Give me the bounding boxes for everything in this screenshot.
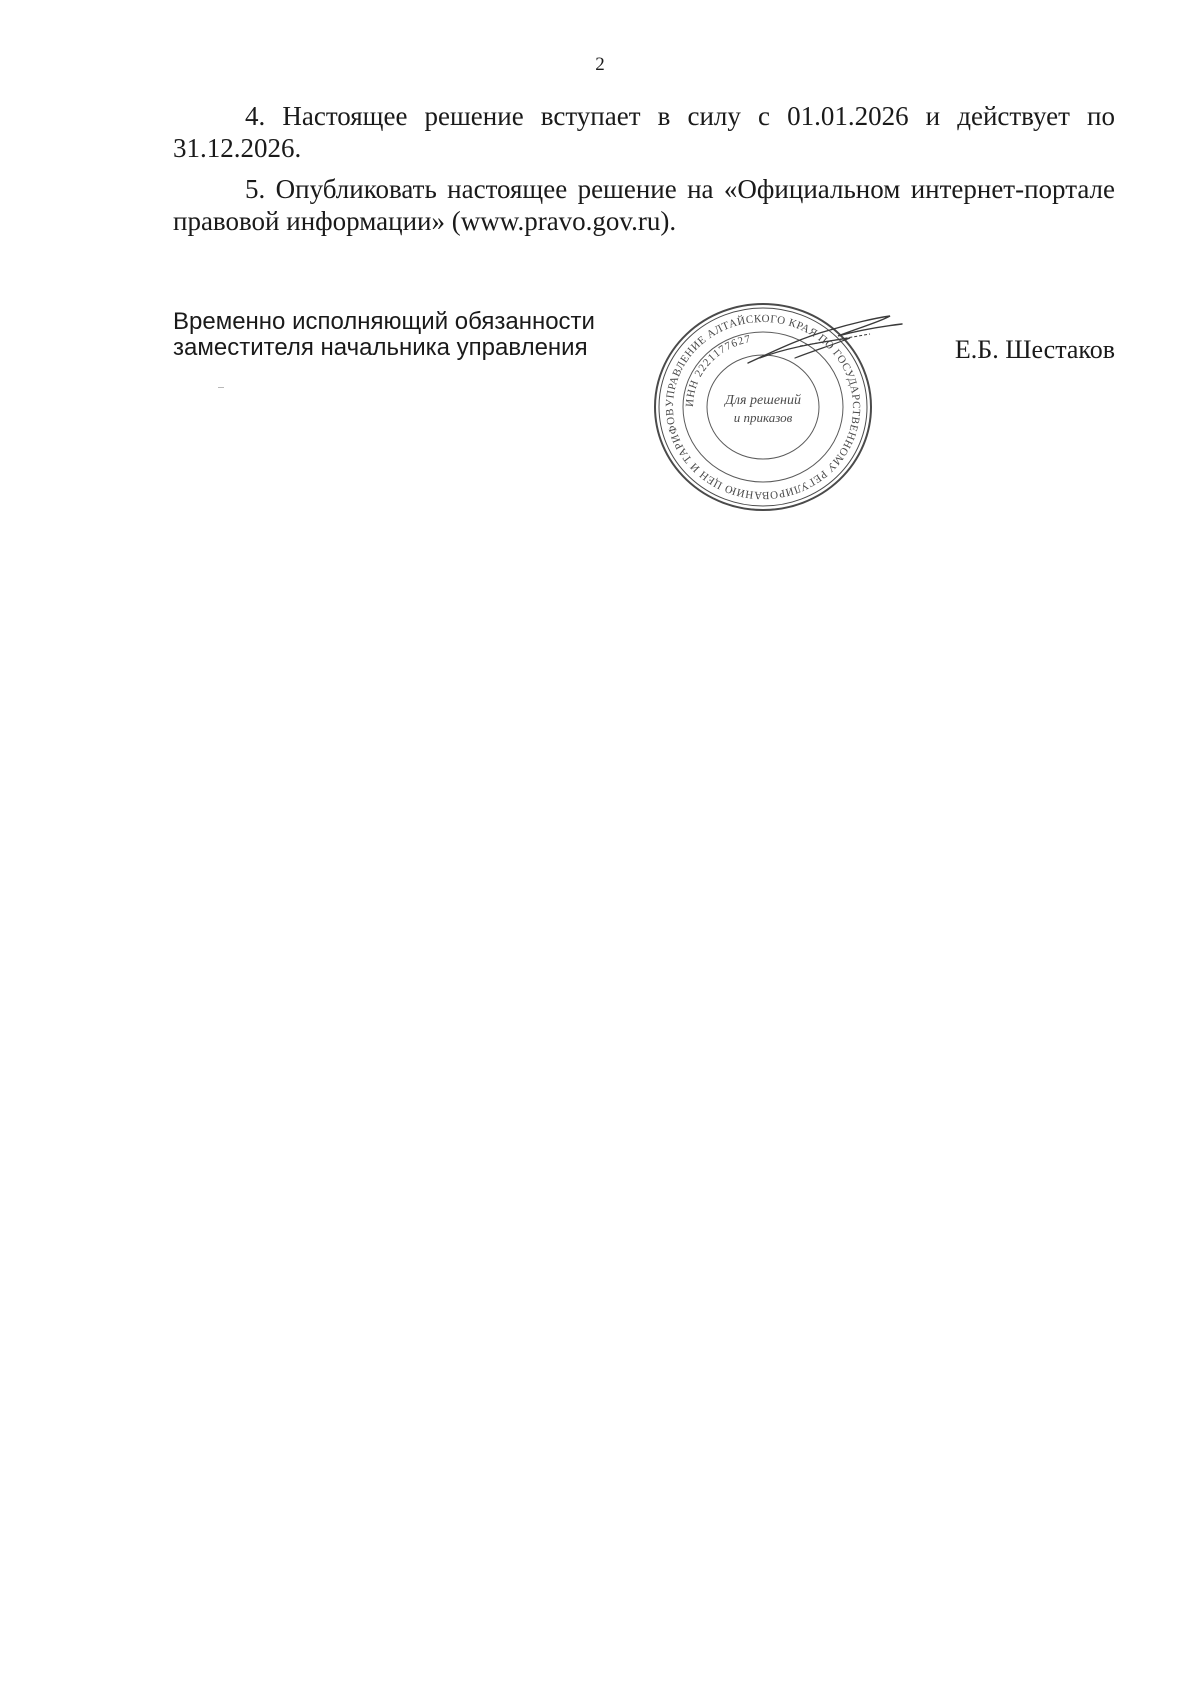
document-body [173,100,1115,246]
handwritten-signature [740,308,910,378]
page-number: 2 [595,54,605,75]
signatory-title-line-1: Временно исполняющий обязанности [173,308,595,335]
seal-center-line-1: Для решений [725,393,801,408]
signatory-name: Е.Б. Шестаков [954,335,1115,364]
scan-artifact-mark [218,387,224,388]
seal-outer-text: УПРАВЛЕНИЕ АЛТАЙСКОГО КРАЯ ПО ГОСУДАРСТВЕННОМУ РЕГУЛИРОВАНИЮ ЦЕН И ТАРИФОВ [663,312,863,502]
paragraph-5-publication: 5. Опубликовать настоящее решение на «Официальном интернет-портале правовой информации» (www.pravo.gov.ru). [173,174,1115,236]
seal-center-line-2: и приказов [733,410,793,425]
paragraph-4-effective-date: 4. Настоящее решение вступает в силу с 01.01.2026 и действует по 31.12.2026. [173,101,1115,163]
signatory-title [173,309,595,361]
seal-inn-text: ИНН 2221177627 [683,332,753,408]
signatory-title-line-2: заместителя начальника управления [173,334,588,361]
